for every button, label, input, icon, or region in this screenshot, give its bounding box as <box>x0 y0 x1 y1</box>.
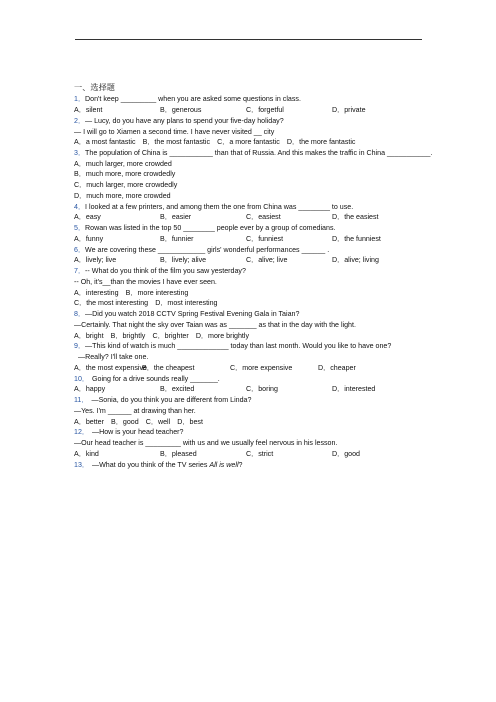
question-12-stem: 12． —How is your head teacher? <box>74 428 184 437</box>
option-d[interactable]: D．private <box>332 106 366 115</box>
question-number: 5． <box>74 224 86 233</box>
question-4-stem: 4．I looked at a few printers, and among them the one from China was ________ to use. <box>74 202 354 211</box>
option-b[interactable]: B．the cheapest <box>142 363 195 372</box>
option-a[interactable]: A．lively; live <box>74 256 117 265</box>
option-a[interactable]: A．happy <box>74 385 106 394</box>
question-4-options <box>74 212 434 223</box>
option-d[interactable]: D．interested <box>332 385 376 394</box>
question-12-reply: —Our head teacher is _________ with us and we usually feel nervous in his lesson. <box>74 439 338 448</box>
option-c[interactable]: C．boring <box>246 385 278 394</box>
question-number: 12． <box>74 428 89 437</box>
question-8-stem: 8．—Did you watch 2018 CCTV Spring Festival Evening Gala in Taian? <box>74 310 300 319</box>
question-13-stem: 13． —What do you think of the TV series All is well? <box>74 460 243 469</box>
question-8-options[interactable]: A．bright B．brightly C．brighter D．more brightly <box>74 331 250 340</box>
question-3-stem: 3．The population of China is ___________ than that of Russia. And this makes the traffic in China ___________. <box>74 149 433 158</box>
question-7-stem: 7．-- What do you think of the film you saw yesterday? <box>74 267 246 276</box>
question-10-options <box>74 384 434 395</box>
option-a[interactable]: A．the most expensive <box>74 363 147 372</box>
question-number: 8． <box>74 310 86 319</box>
question-7-options-row-2[interactable]: C．the most interesting D．most interesting <box>74 299 218 308</box>
question-number: 6． <box>74 245 86 254</box>
question-9-options <box>74 363 434 374</box>
option-d[interactable]: D．cheaper <box>318 363 356 372</box>
option-b[interactable]: B．excited <box>160 385 195 394</box>
option-c[interactable]: C．easiest <box>246 213 281 222</box>
question-number: 2． <box>74 116 86 125</box>
option-d[interactable]: D．good <box>332 449 360 458</box>
section-title: 一、选择题 <box>74 83 115 92</box>
question-6-stem: 6．We are covering these ____________ girls' wonderful performances ______ . <box>74 245 330 254</box>
question-10-stem: 10． Going for a drive sounds really _______. <box>74 374 220 383</box>
option-c[interactable]: C．much larger, more crowdedly <box>74 181 178 190</box>
header-rule <box>75 39 422 40</box>
question-number: 7． <box>74 267 86 276</box>
document-body <box>74 82 434 470</box>
question-9-stem: 9．—This kind of watch is much _____________ today than last month. Would you like to have one? <box>74 342 392 351</box>
question-11-options[interactable]: A．better B．good C．well D．best <box>74 417 203 426</box>
option-a[interactable]: A．funny <box>74 234 104 243</box>
question-number: 4． <box>74 202 86 211</box>
question-1-stem: 1．Don't keep _________ when you are asked some questions in class. <box>74 95 301 104</box>
option-c[interactable]: C．alive; live <box>246 256 288 265</box>
question-12-options <box>74 449 434 460</box>
question-2-reply: — I will go to Xiamen a second time. I have never visited __ city <box>74 127 275 136</box>
tv-series-title: All is well <box>209 460 239 469</box>
question-11-stem: 11． —Sonia, do you think you are different from Linda? <box>74 396 252 405</box>
question-7-reply: -- Oh, it's__than the movies I have ever seen. <box>74 277 217 286</box>
question-6-options <box>74 255 434 266</box>
question-number: 1． <box>74 95 86 104</box>
question-2-stem: 2．— Lucy, do you have any plans to spend your five-day holiday? <box>74 116 284 125</box>
question-8-reply: —Certainly. That night the sky over Taian was as _______ as that in the day with the light. <box>74 320 356 329</box>
option-b[interactable]: B．much more, more crowdedly <box>74 170 176 179</box>
option-b[interactable]: B．lively; alive <box>160 256 207 265</box>
option-c[interactable]: C．funniest <box>246 234 284 243</box>
option-d[interactable]: D．alive; living <box>332 256 379 265</box>
question-7-options-row-1[interactable]: A．interesting B．more interesting <box>74 288 189 297</box>
option-d[interactable]: D．the funniest <box>332 234 381 243</box>
option-b[interactable]: B．funnier <box>160 234 194 243</box>
option-c[interactable]: C．forgetful <box>246 106 284 115</box>
option-b[interactable]: B．pleased <box>160 449 197 458</box>
option-d[interactable]: D．the easiest <box>332 213 379 222</box>
option-a[interactable]: A．silent <box>74 106 103 115</box>
option-a[interactable]: A．kind <box>74 449 99 458</box>
question-11-reply: —Yes. I'm ______ at drawing than her. <box>74 406 196 415</box>
question-9-reply: —Really? I'll take one. <box>78 353 149 362</box>
question-number: 3． <box>74 149 86 158</box>
question-number: 11． <box>74 396 89 405</box>
question-5-stem: 5．Rowan was listed in the top 50 ________ people ever by a group of comedians. <box>74 224 336 233</box>
question-5-options <box>74 234 434 245</box>
question-number: 9． <box>74 342 86 351</box>
option-b[interactable]: B．generous <box>160 106 202 115</box>
option-b[interactable]: B．easier <box>160 213 192 222</box>
option-c[interactable]: C．more expensive <box>230 363 293 372</box>
option-a[interactable]: A．easy <box>74 213 101 222</box>
question-1-options <box>74 105 434 116</box>
option-a[interactable]: A．much larger, more crowded <box>74 159 172 168</box>
option-c[interactable]: C．strict <box>246 449 274 458</box>
option-d[interactable]: D．much more, more crowded <box>74 191 171 200</box>
question-number: 13． <box>74 460 89 469</box>
question-2-options[interactable]: A．a most fantastic B．the most fantastic C．a more fantastic D．the more fantastic <box>74 138 356 147</box>
question-number: 10． <box>74 374 89 383</box>
